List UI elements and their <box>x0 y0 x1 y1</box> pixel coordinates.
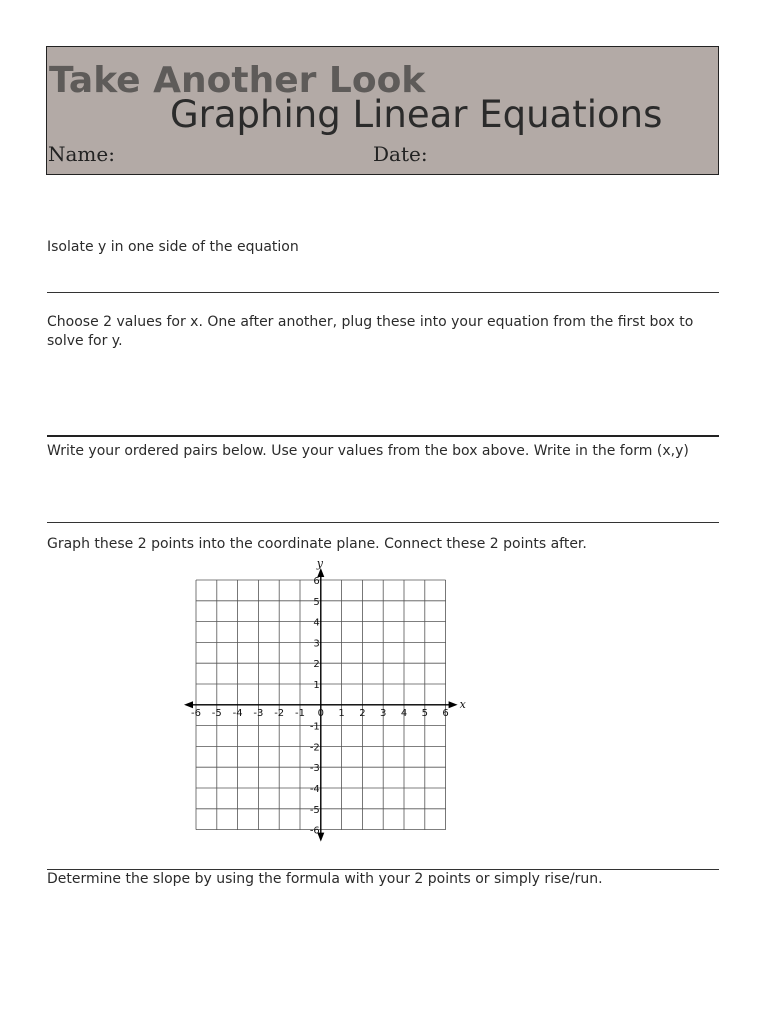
instruction-choose-x: Choose 2 values for x. One after another, plug these into your equation from the first box to solve for y. <box>47 314 694 349</box>
worksheet-subtitle: Graphing Linear Equations <box>170 93 663 136</box>
y-tick-label: -5 <box>309 804 320 816</box>
divider <box>47 522 719 523</box>
coordinate-plane-svg[interactable] <box>180 556 470 846</box>
instruction-isolate-y: Isolate y in one side of the equation <box>47 239 299 255</box>
x-tick-label: -5 <box>211 707 222 719</box>
y-tick-label: -1 <box>309 721 320 733</box>
y-tick-label: 3 <box>313 638 320 650</box>
x-tick-label: 3 <box>380 707 387 719</box>
y-axis-label: y <box>316 557 324 570</box>
y-tick-label: 6 <box>313 576 320 587</box>
y-tick-label: 4 <box>313 617 320 629</box>
name-label: Name: <box>48 142 115 166</box>
y-tick-label: 5 <box>313 596 320 608</box>
x-tick-label: 4 <box>400 707 408 719</box>
x-tick-label: 0 <box>317 707 324 719</box>
instruction-slope: Determine the slope by using the formula with your 2 points or simply rise/run. <box>47 871 603 887</box>
y-tick-label: -6 <box>309 825 320 837</box>
instruction-ordered-pairs: Write your ordered pairs below. Use your values from the box above. Write in the form (x,y) <box>47 443 689 459</box>
coordinate-plane[interactable] <box>180 556 470 846</box>
x-tick-label: 5 <box>421 707 428 719</box>
worksheet-title: Take Another Look <box>49 60 426 101</box>
y-tick-label: -2 <box>309 742 320 754</box>
y-tick-label: 2 <box>313 659 320 671</box>
y-tick-label: -4 <box>309 784 320 795</box>
date-label: Date: <box>373 142 428 166</box>
y-tick-label: -3 <box>309 763 320 775</box>
x-tick-label: -6 <box>191 707 201 719</box>
x-axis-arrow-right <box>449 701 458 708</box>
x-tick-label: 6 <box>442 707 449 719</box>
worksheet-header <box>46 46 719 175</box>
x-tick-label: 2 <box>359 707 366 719</box>
y-tick-label: 1 <box>313 680 320 691</box>
x-tick-label: -4 <box>232 707 243 719</box>
x-tick-label: -2 <box>274 707 285 719</box>
instruction-graph-points: Graph these 2 points into the coordinate plane. Connect these 2 points after. <box>47 536 587 552</box>
x-axis-label: x <box>459 697 466 711</box>
divider <box>47 435 719 437</box>
x-tick-label: -3 <box>253 707 264 719</box>
divider <box>47 292 719 293</box>
x-tick-label: -1 <box>295 707 305 719</box>
x-tick-label: 1 <box>338 707 345 719</box>
